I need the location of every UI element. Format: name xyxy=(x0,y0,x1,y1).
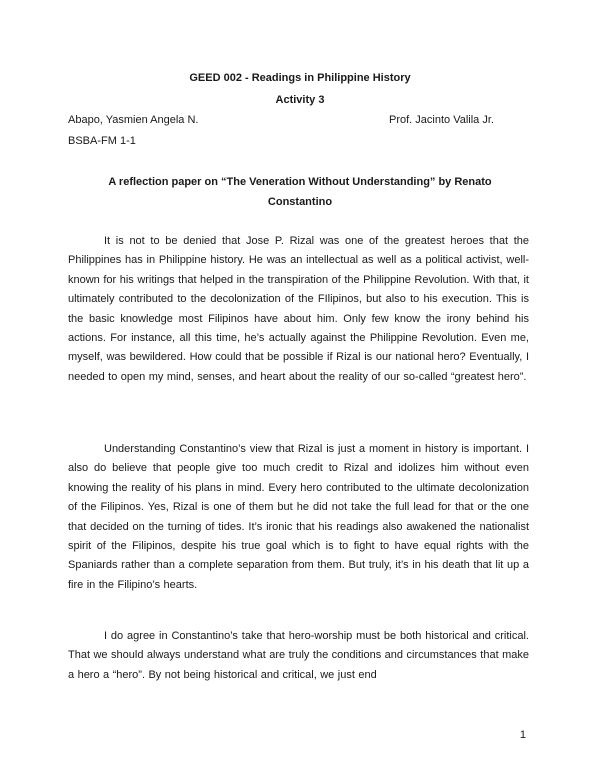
paper-title xyxy=(68,172,532,212)
page-number: 1 xyxy=(519,729,526,741)
paragraph-1: It is not to be denied that Jose P. Rizal was one of the greatest heroes that the Philippines has in Philippine history. He was an intellectual as well as a political activist, well-known for his writings that helped in the transpiration of the Philippine Revolution. With that, it ultimately contributed to the decolonization of the FIlipinos, but also to his execution. This is the basic knowledge most Filipinos have about him. Only few know the irony behind his actions. For instance, all this time, he’s actually against the Philippine Revolution. Even me, myself, was bewildered. How could that be possible if Rizal is our national hero? Eventually, I needed to open my mind, senses, and heart about the reality of our so-called “greatest hero”. xyxy=(68,235,529,383)
paper-title-line-1: A reflection paper on “The Veneration Without Understanding” by Renato xyxy=(108,176,492,188)
paper-title-line-2: Constantino xyxy=(267,196,333,208)
professor-name: Prof. Jacinto Valila Jr. xyxy=(389,114,494,126)
paragraph-2: Understanding Constantino’s view that Rizal is just a moment in history is important. I also do believe that people give too much credit to Rizal and idolizes him without even knowing the reality of his plans in mind. Every hero contributed to the ultimate decolonization of the Filipinos. Yes, Rizal is one of them but he did not take the full lead for that or the one that decided on the turning of tides. It’s ironic that his readings also awakened the nationalist spirit of the Filipinos, despite his true goal which is to fight to have equal rights with the Spaniards rather than a complete separation from them. But truly, it’s in his death that lit up a fire in the Filipino’s hearts. xyxy=(68,443,529,591)
paragraph-3: I do agree in Constantino’s take that hero-worship must be both historical and critical. That we should always understand what are truly the conditions and circumstances that make a hero a “hero”. By not being historical and critical, we just end xyxy=(68,630,529,681)
student-name: Abapo, Yasmien Angela N. xyxy=(68,114,199,126)
activity-label: Activity 3 xyxy=(275,94,325,106)
section-label: BSBA-FM 1-1 xyxy=(68,135,136,147)
course-title: GEED 002 - Readings in Philippine History xyxy=(189,72,411,84)
